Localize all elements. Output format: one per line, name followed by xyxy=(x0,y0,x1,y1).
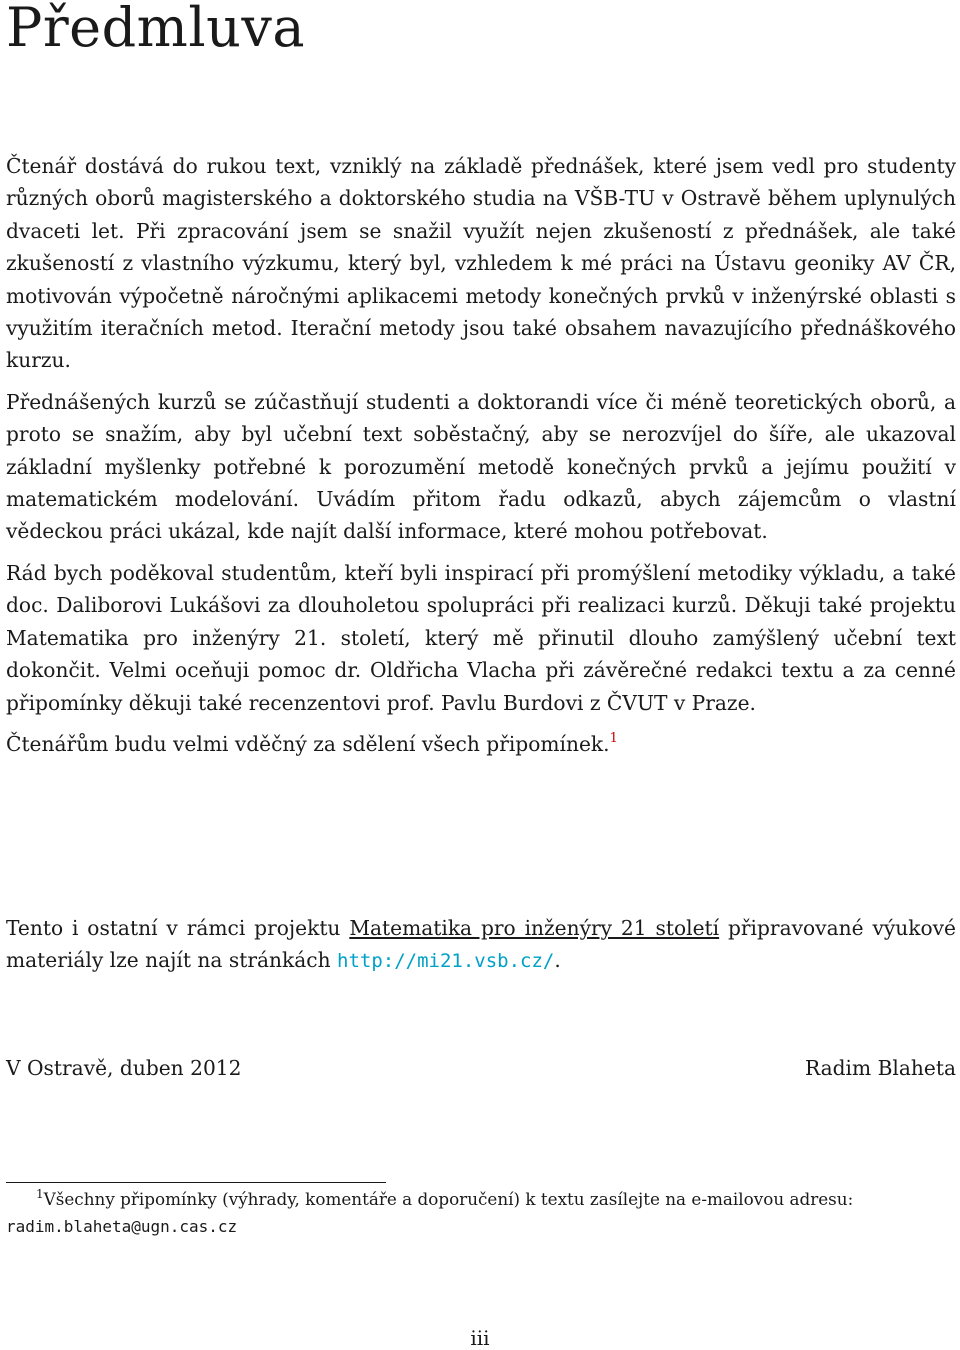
page-number: iii xyxy=(470,1326,490,1350)
project-note-text-before: Tento i ostatní v rámci projektu xyxy=(6,916,350,940)
email-address[interactable]: radim.blaheta@ugn.cas.cz xyxy=(6,1217,238,1236)
footnote-text: Všechny připomínky (výhrady, komentáře a doporučení) k textu zasílejte na e-mailovou adresu: xyxy=(43,1189,854,1209)
paragraph-2: Přednášených kurzů se zúčastňují studenti a doktorandi více či méně teoretických oborů, a proto se snažím, aby byl učební text soběstačný, aby se nerozvíjel do šíře, ale ukazoval základní myšlenky potřebné k porozumění metodě konečných prvků a jejímu použití v matematickém modelování. Uvádím přitom řadu odkazů, abych zájemcům o vlastní vědeckou práci ukázal, kde najít další informace, které mohou potřebovat. xyxy=(6,389,956,544)
closing-paragraph xyxy=(6,728,956,760)
project-link[interactable]: Matematika pro inženýry 21 století xyxy=(349,916,720,940)
website-link[interactable]: http://mi21.vsb.cz/ xyxy=(337,950,555,973)
page-title: Předmluva xyxy=(6,0,306,59)
project-note xyxy=(6,912,956,978)
paragraph-1: Čtenář dostává do rukou text, vzniklý na základě přednášek, které jsem vedl pro studenty různých oborů magisterského a doktorského studia na VŠB-TU v Ostravě během uplynulých dvaceti let. Při zpracování jsem se snažil využít nejen zkušeností z přednášek, ale také zkušeností z vlastního výzkumu, který byl, vzhledem k mé práci na Ústavu geoniky AV ČR, motivován výpočetně náročnými aplikacemi metody konečných prvků v inženýrské oblasti s využitím iteračních metod. Iterační metody jsou také obsahem navazujícího přednáškového kurzu. xyxy=(6,154,956,373)
footnote xyxy=(6,1186,956,1240)
place-date: V Ostravě, duben 2012 xyxy=(6,1056,242,1080)
project-note-text-middle: připravované výukové materiály lze najít na stránkách xyxy=(6,916,956,973)
footnote-reference[interactable]: 1 xyxy=(609,730,618,746)
signature-row xyxy=(6,1052,956,1084)
closing-text: Čtenářům budu velmi vděčný za sdělení všech připomínek. xyxy=(6,731,610,756)
footnote-mark: 1 xyxy=(36,1187,44,1201)
author-name: Radim Blaheta xyxy=(804,1056,956,1080)
paragraph-3: Rád bych poděkoval studentům, kteří byli inspirací při promýšlení metodiky výkladu, a také doc. Daliborovi Lukášovi za dlouholetou spolupráci při realizaci kurzů. Děkuji také projektu Matematika pro inženýry 21. století, který mě přinutil dlouho zamýšlený učební text dokončit. Velmi oceňuji pomoc dr. Oldřicha Vlacha při závěrečné redakci textu a za cenné připomínky děkuji také recenzentovi prof. Pavlu Burdovi z ČVUT v Praze. xyxy=(6,560,956,715)
footnote-divider xyxy=(6,1182,386,1183)
preface-body xyxy=(6,150,956,769)
project-note-text-after: . xyxy=(554,948,561,973)
